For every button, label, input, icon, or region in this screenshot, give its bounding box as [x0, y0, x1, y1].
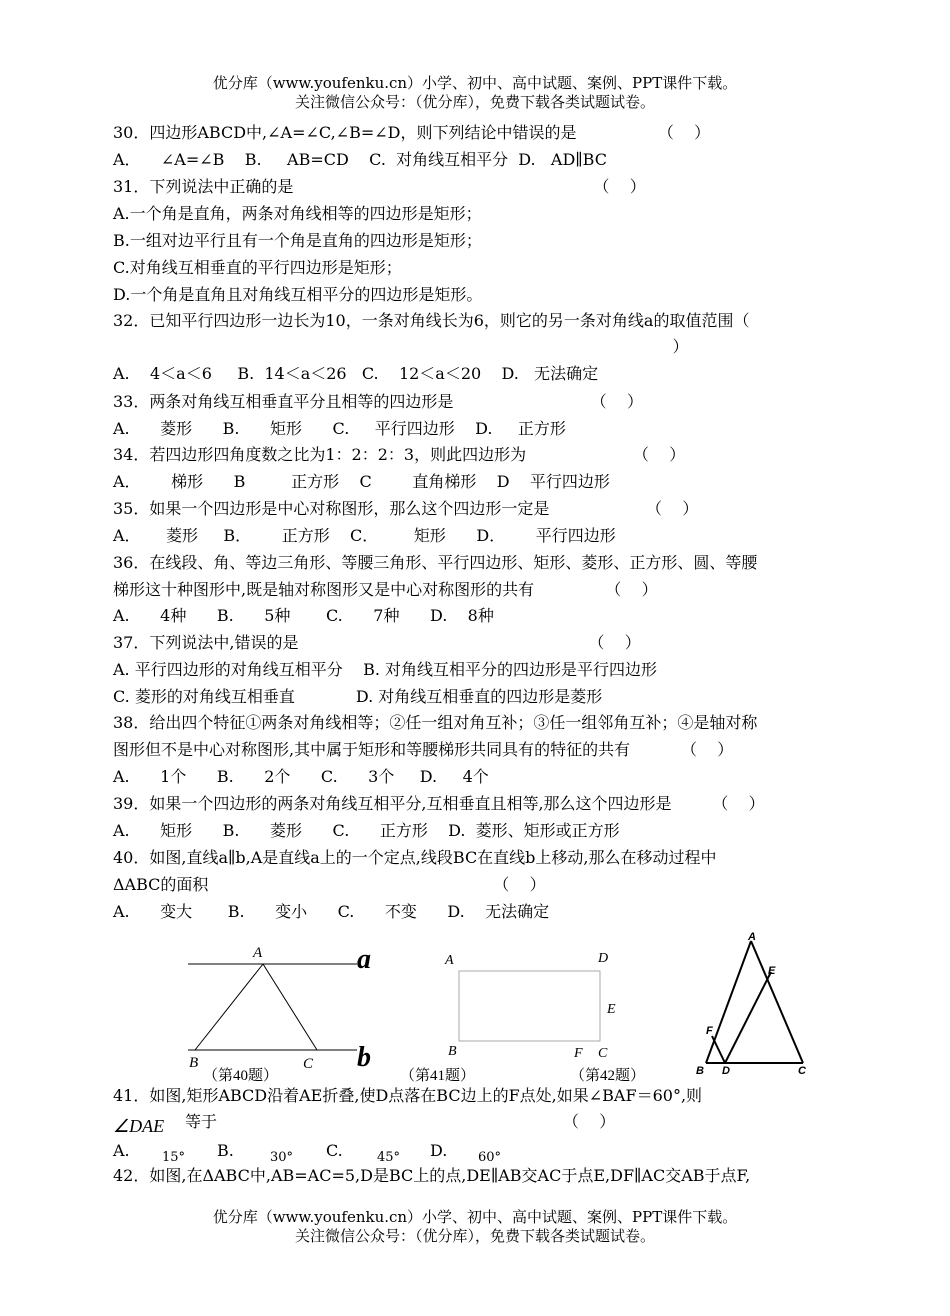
label-c-point: C — [303, 1056, 314, 1072]
header-line-1: 优分库（www.youfenku.cn）小学、初中、高中试题、案例、PPT课件下载。 — [212, 74, 738, 92]
question-line: A. 1个 B. 2个 C. 3个 D. 4个 — [113, 767, 489, 786]
question-line: B.一组对边平行且有一个角是直角的四边形是矩形； — [113, 231, 482, 250]
question-line: 图形但不是中心对称图形,其中属于矩形和等腰梯形共同具有的特征的共有 （ ） — [113, 740, 734, 759]
figure-40 — [185, 938, 395, 1088]
header-line-2: 关注微信公众号：（优分库），免费下载各类试题试卷。 — [294, 93, 655, 111]
question-line: 31．下列说法中正确的是 （ ） — [113, 177, 646, 196]
question-line: 梯形这十种图形中,既是轴对称图形又是中心对称图形的共有 （ ） — [113, 580, 658, 599]
question-line: A. 平行四边形的对角线互相平分 B. 对角线互相平分的四边形是平行四边形 — [113, 660, 658, 679]
question-line: ΔABC的面积 （ ） — [113, 875, 546, 894]
question-line: 39．如果一个四边形的两条对角线互相平分,互相垂直且相等,那么这个四边形是 （ ） — [113, 794, 765, 813]
triangle-side-ac — [263, 964, 317, 1050]
question-line: C.对角线互相垂直的平行四边形是矩形； — [113, 258, 402, 277]
q41-option-c-value: 45° — [377, 1150, 401, 1165]
label-a-point: A — [253, 945, 263, 961]
caption-40: （第40题） — [203, 1068, 279, 1084]
question-line: 30．四边形ABCD中,∠A=∠C,∠B=∠D，则下列结论中错误的是 （ ） — [113, 123, 711, 142]
segment-de — [725, 972, 771, 1063]
q41-angle-dae: ∠DAE — [113, 1116, 165, 1136]
label-c: C — [598, 1046, 608, 1061]
question-line: A.一个角是直角，两条对角线相等的四边形是矩形； — [113, 204, 482, 223]
label-b: B — [448, 1044, 457, 1059]
q41-line-2: 等于 （ ） — [185, 1112, 616, 1131]
question-line: D.一个角是直角且对角线互相平分的四边形是矩形。 — [113, 285, 483, 304]
side-ab — [706, 941, 751, 1063]
question-line: 36．在线段、角、等边三角形、等腰三角形、平行四边形、矩形、菱形、正方形、圆、等腰 — [113, 553, 758, 572]
label-c: C — [798, 1065, 806, 1077]
question-line: C. 菱形的对角线互相垂直 D. 对角线互相垂直的四边形是菱形 — [113, 687, 603, 706]
question-line: ） — [113, 337, 689, 356]
question-line: A. 矩形 B. 菱形 C. 正方形 D. 菱形、矩形或正方形 — [113, 821, 620, 840]
q42-line-1: 42．如图,在ΔABC中,AB=AC=5,D是BC上的点,DE∥AB交AC于点E,DF∥AC交AB于点F, — [113, 1166, 751, 1185]
label-line-b: b — [357, 1042, 371, 1073]
q41-option-b-value: 30° — [270, 1150, 294, 1165]
question-line: A． 梯形 B 正方形 C 直角梯形 D 平行四边形 — [113, 472, 610, 491]
footer-line-2: 关注微信公众号：（优分库），免费下载各类试题试卷。 — [294, 1227, 655, 1245]
footer-line-1: 优分库（www.youfenku.cn）小学、初中、高中试题、案例、PPT课件下载。 — [212, 1208, 738, 1226]
q41-option-a-label: A. — [113, 1141, 130, 1160]
label-b-point: B — [189, 1055, 199, 1071]
question-line: A． 菱形 B． 正方形 C． 矩形 D． 平行四边形 — [113, 526, 616, 545]
segment-df — [712, 1036, 725, 1063]
label-d: D — [598, 951, 609, 966]
q41-option-d-value: 60° — [478, 1150, 502, 1165]
question-line: A. 变大 B. 变小 C. 不变 D. 无法确定 — [113, 902, 550, 921]
caption-42: （第42题） — [570, 1068, 646, 1084]
label-e: E — [607, 1002, 616, 1017]
question-line: 40．如图,直线a∥b,A是直线a上的一个定点,线段BC在直线b上移动,那么在移动过程中 — [113, 848, 717, 867]
question-line: A． ∠A=∠B B. AB=CD C. 对角线互相平分 D. AD∥BC — [113, 150, 607, 169]
question-line: A. 4种 B. 5种 C. 7种 D. 8种 — [113, 606, 494, 625]
question-line: 33．两条对角线互相垂直平分且相等的四边形是 （ ） — [113, 392, 644, 411]
label-f: F — [706, 1025, 713, 1037]
question-line: 35．如果一个四边形是中心对称图形，那么这个四边形一定是 （ ） — [113, 499, 699, 518]
q41-line-1: 41．如图,矩形ABCD沿着AE折叠,使D点落在BC边上的F点处,如果∠BAF＝60°,则 — [113, 1086, 703, 1105]
label-f: F — [574, 1046, 583, 1061]
label-d: D — [722, 1065, 730, 1077]
triangle-side-ab — [195, 964, 263, 1050]
question-line: 37．下列说法中,错误的是 （ ） — [113, 633, 641, 652]
label-b: B — [696, 1065, 704, 1077]
q41-option-a-value: 15° — [162, 1150, 186, 1165]
question-line: A. 4＜a＜6 B. 14＜a＜26 C. 12＜a＜20 D. 无法确定 — [113, 364, 599, 383]
label-line-a: a — [357, 944, 371, 975]
side-ac — [751, 941, 803, 1063]
figure-42 — [560, 928, 820, 1086]
q41-option-b-label: B. — [217, 1141, 234, 1160]
label-a: A — [748, 931, 756, 943]
label-e: E — [768, 965, 776, 977]
label-a: A — [445, 953, 454, 968]
q41-option-d-label: D. — [430, 1141, 448, 1160]
question-line: 32．已知平行四边形一边长为10，一条对角线长为6，则它的另一条对角线a的取值范围（ — [113, 311, 750, 330]
question-line: A. 菱形 B. 矩形 C. 平行四边形 D. 正方形 — [113, 419, 566, 438]
q41-option-c-label: C. — [326, 1141, 343, 1160]
question-line: 34．若四边形四角度数之比为1：2：2：3，则此四边形为 （ ） — [113, 445, 686, 464]
question-line: 38．给出四个特征①两条对角线相等；②任一组对角互补；③任一组邻角互补；④是轴对称 — [113, 713, 758, 732]
caption-41: （第41题） — [400, 1068, 476, 1084]
